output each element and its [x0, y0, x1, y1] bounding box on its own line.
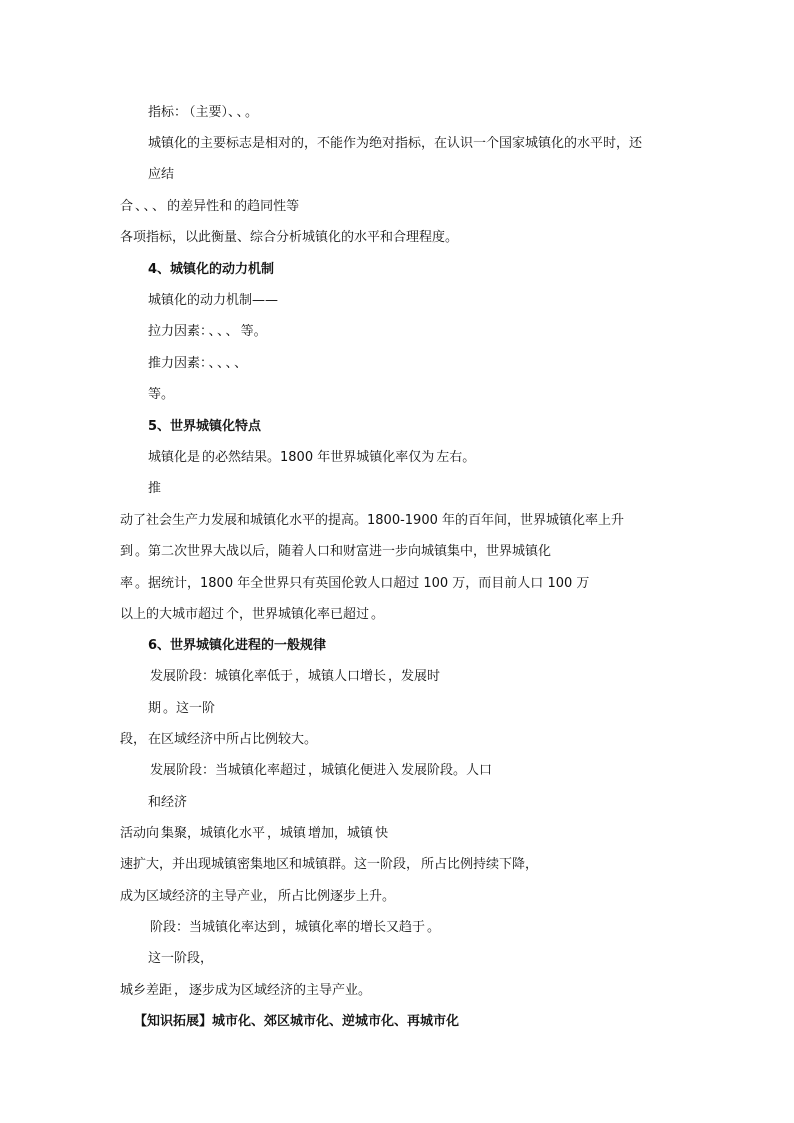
- text-segment: 。: [427, 920, 441, 935]
- text-segment: 、: [135, 199, 142, 214]
- text-line: [148, 919, 440, 937]
- text-segment: 【知识拓展】城市化、郊区城市化、逆城市化、再城市化: [134, 1014, 460, 1029]
- text-segment: 、: [217, 324, 224, 339]
- text-line: [148, 480, 161, 498]
- text-segment: 逐步成为区域经济的主导产业。: [189, 983, 372, 998]
- text-line: [148, 386, 174, 404]
- text-segment: ，城镇: [267, 826, 307, 841]
- section-heading: [148, 418, 261, 436]
- text-line: [120, 229, 458, 247]
- text-segment: 。: [245, 105, 259, 120]
- text-segment: 。据统计，1800 年全世界只有英国伦敦人口超过 100 万，而目前人口 100 万: [135, 576, 590, 591]
- text-segment: 推: [148, 481, 162, 496]
- text-segment: 拉力因素：: [148, 324, 207, 339]
- text-line: [148, 292, 280, 310]
- text-segment: 指标：: [148, 105, 188, 120]
- text-line: [148, 135, 642, 153]
- text-segment: 所占比例逐步上升。: [278, 889, 396, 904]
- text-segment: 等。: [148, 387, 175, 402]
- section-heading: [134, 1013, 459, 1031]
- text-segment: 、: [143, 199, 151, 214]
- text-segment: 个，世界城镇化率已超过: [226, 607, 370, 622]
- text-line: [120, 198, 299, 216]
- text-segment: 。: [371, 607, 385, 622]
- text-line: [120, 825, 388, 843]
- text-segment: 、: [208, 356, 216, 371]
- text-segment: 在区域经济中所占比例较大。: [148, 732, 318, 747]
- text-segment: 、: [225, 324, 239, 339]
- text-segment: 推力因素：: [148, 356, 207, 371]
- text-line: [148, 762, 492, 780]
- text-segment: 各项指标，以此衡量、综合分析城镇化的水平和合理程度。: [120, 230, 459, 245]
- text-line: [120, 606, 384, 624]
- text-segment: ，发展时: [388, 669, 441, 684]
- text-segment: 、: [217, 356, 224, 371]
- text-segment: 和经济: [148, 795, 188, 810]
- text-segment: 到: [120, 544, 134, 559]
- text-line: [148, 668, 440, 686]
- text-line: [120, 888, 395, 906]
- text-segment: 段，: [120, 732, 147, 747]
- text-line: [120, 575, 589, 593]
- text-segment: ，城镇化率的增长又趋于: [282, 920, 426, 935]
- text-segment: 、: [236, 105, 244, 120]
- text-segment: 速扩大，并出现城镇密集地区和城镇群。这一阶段，: [120, 857, 420, 872]
- text-segment: 活动向: [120, 826, 160, 841]
- text-segment: 城镇化的主要标志是相对的，不能作为绝对指标，在认识一个国家城镇化的水平时，还: [148, 136, 643, 151]
- text-line: [120, 543, 551, 561]
- text-segment: 动了社会生产力发展和城镇化水平的提高。1800-1900 年的百年间，世界城镇化率上升: [120, 513, 624, 528]
- text-segment: 、: [234, 356, 248, 371]
- text-segment: 期: [148, 701, 162, 716]
- section-heading: [148, 261, 274, 279]
- text-segment: ，城镇化便进入: [308, 763, 400, 778]
- text-segment: 6、世界城镇化进程的一般规律: [148, 638, 327, 653]
- text-segment: 阶段：当城镇化率达到: [150, 920, 281, 935]
- text-segment: 合: [120, 199, 134, 214]
- text-segment: 以上的大城市超过: [120, 607, 225, 622]
- text-segment: 。这一阶: [163, 701, 216, 716]
- text-line: [120, 856, 540, 874]
- text-line: [148, 355, 249, 373]
- text-segment: 城镇化是: [148, 450, 201, 465]
- text-segment: 发展阶段。人口: [401, 763, 493, 778]
- text-segment: 发展阶段：城镇化率低于: [150, 669, 294, 684]
- text-segment: 集聚，城镇化水平: [161, 826, 266, 841]
- text-segment: 这一阶段，: [148, 951, 214, 966]
- text-segment: 发展阶段：当城镇化率超过: [150, 763, 307, 778]
- text-segment: 、: [152, 199, 166, 214]
- text-line: [148, 700, 215, 718]
- text-line: [120, 731, 317, 749]
- text-segment: 城镇化的动力机制——: [148, 293, 279, 308]
- text-segment: 成为区域经济的主导产业，: [120, 889, 277, 904]
- text-line: [148, 323, 267, 341]
- text-line: [148, 104, 258, 122]
- text-line: [148, 950, 213, 968]
- text-segment: 快: [375, 826, 389, 841]
- text-segment: 城乡差距: [120, 983, 173, 998]
- text-segment: 应结: [148, 167, 175, 182]
- text-segment: 的差异性和: [167, 199, 233, 214]
- text-segment: 等。: [240, 324, 267, 339]
- text-segment: 所占比例持续下降，: [421, 857, 539, 872]
- text-line: [120, 982, 371, 1000]
- text-segment: 。第二次世界大战以后，随着人口和财富进一步向城镇集中，世界城镇化: [135, 544, 552, 559]
- text-segment: ，城镇人口增长: [295, 669, 387, 684]
- section-heading: [148, 637, 326, 655]
- text-segment: 、: [225, 356, 233, 371]
- text-segment: 、: [208, 324, 216, 339]
- text-line: [120, 512, 624, 530]
- text-segment: 5、世界城镇化特点: [148, 419, 262, 434]
- text-segment: 的必然结果。1800 年世界城镇化率仅为: [202, 450, 435, 465]
- text-segment: （主要）、: [189, 105, 235, 120]
- text-segment: ，: [174, 983, 188, 998]
- text-segment: 左右。: [436, 450, 476, 465]
- text-line: [148, 794, 187, 812]
- text-segment: 率: [120, 576, 134, 591]
- text-segment: 的趋同性等: [234, 199, 300, 214]
- text-segment: 增加，城镇: [308, 826, 374, 841]
- text-line: [148, 166, 174, 184]
- text-segment: 4、城镇化的动力机制: [148, 262, 275, 277]
- text-line: [148, 449, 477, 467]
